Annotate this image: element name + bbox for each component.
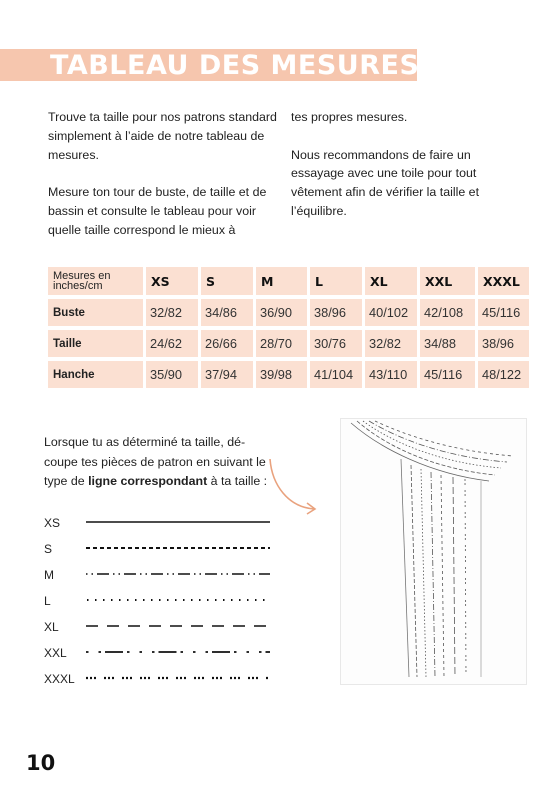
table-row (48, 361, 529, 388)
legend-row-xs (44, 516, 284, 532)
table-cell: 45/116 (420, 361, 475, 388)
table-cell: 38/96 (310, 299, 362, 326)
intro-paragraph-2: Mesure ton tour de buste, de taille et de bassin et consulte le tableau pour voir quelle taille correspond le mieux à (48, 185, 267, 237)
table-cell: 41/104 (310, 361, 362, 388)
table-cell: 34/88 (420, 330, 475, 357)
size-chart-corner-label: Mesures en inches/cm (48, 267, 143, 295)
table-cell: 32/82 (365, 330, 417, 357)
dash-dot-dot-line-icon (86, 568, 272, 582)
table-cell: 45/116 (478, 299, 529, 326)
size-header: XL (365, 267, 417, 295)
table-cell: 26/66 (201, 330, 253, 357)
row-label-hanche: Hanche (48, 361, 143, 388)
table-cell: 40/102 (365, 299, 417, 326)
legend-label: XXL (44, 646, 67, 660)
table-cell: 37/94 (201, 361, 253, 388)
cutting-instructions-bold: ligne correspondant (88, 474, 208, 488)
row-label-buste: Buste (48, 299, 143, 326)
intro-paragraph-3: tes propres mesures. (291, 110, 408, 124)
intro-column-left (48, 108, 278, 258)
table-cell: 38/96 (478, 330, 529, 357)
table-cell: 48/122 (478, 361, 529, 388)
legend-row-xxl (44, 646, 284, 662)
legend-row-l (44, 594, 284, 610)
legend-row-s (44, 542, 284, 558)
table-cell: 24/62 (146, 330, 198, 357)
curved-arrow-icon (266, 455, 326, 515)
table-cell: 30/76 (310, 330, 362, 357)
triple-dot-line-icon (86, 672, 272, 686)
table-cell: 32/82 (146, 299, 198, 326)
size-header: XS (146, 267, 198, 295)
size-header: XXXL (478, 267, 529, 295)
dotted-line-icon (86, 594, 272, 608)
pattern-pieces-illustration (340, 418, 527, 685)
size-header: M (256, 267, 307, 295)
size-header: XXL (420, 267, 475, 295)
legend-label: M (44, 568, 54, 582)
table-row (48, 299, 529, 326)
size-header: L (310, 267, 362, 295)
table-cell: 36/90 (256, 299, 307, 326)
cutting-instructions-text: Lorsque tu as déterminé ta taille, découpe tes pièces de patron en suivant le type de (44, 435, 266, 488)
solid-line-icon (86, 516, 272, 530)
table-cell: 42/108 (420, 299, 475, 326)
table-cell: 35/90 (146, 361, 198, 388)
legend-row-m (44, 568, 284, 584)
page-number: 10 (26, 751, 56, 775)
dashed-line-icon (86, 542, 272, 556)
legend-label: S (44, 542, 53, 556)
table-cell: 28/70 (256, 330, 307, 357)
pattern-lines-icon (341, 419, 526, 684)
legend-label: L (44, 594, 51, 608)
size-header: S (201, 267, 253, 295)
cutting-instructions-end: à ta taille : (207, 474, 268, 488)
intro-column-right (291, 108, 501, 240)
size-chart-table (45, 263, 532, 392)
legend-label: XXXL (44, 672, 75, 686)
long-dash-line-icon (86, 620, 272, 634)
cutting-instructions (44, 433, 269, 492)
table-cell: 34/86 (201, 299, 253, 326)
legend-label: XL (44, 620, 59, 634)
table-row (48, 330, 529, 357)
table-cell: 39/98 (256, 361, 307, 388)
intro-paragraph-1: Trouve ta taille pour nos patrons standard simplement à l’aide de notre tableau de mesures. (48, 110, 277, 162)
legend-row-xxxl (44, 672, 284, 688)
legend-label: XS (44, 516, 61, 530)
row-label-taille: Taille (48, 330, 143, 357)
legend-row-xl (44, 620, 284, 636)
intro-paragraph-4: Nous recommandons de faire un essayage avec une toile pour tout vêtement afin de vérifier la taille et l’équilibre. (291, 147, 480, 218)
dot-dash-line-icon (86, 646, 272, 660)
page-title: TABLEAU DES MESURES (50, 50, 420, 81)
size-chart-header-row (48, 267, 529, 295)
table-cell: 43/110 (365, 361, 417, 388)
